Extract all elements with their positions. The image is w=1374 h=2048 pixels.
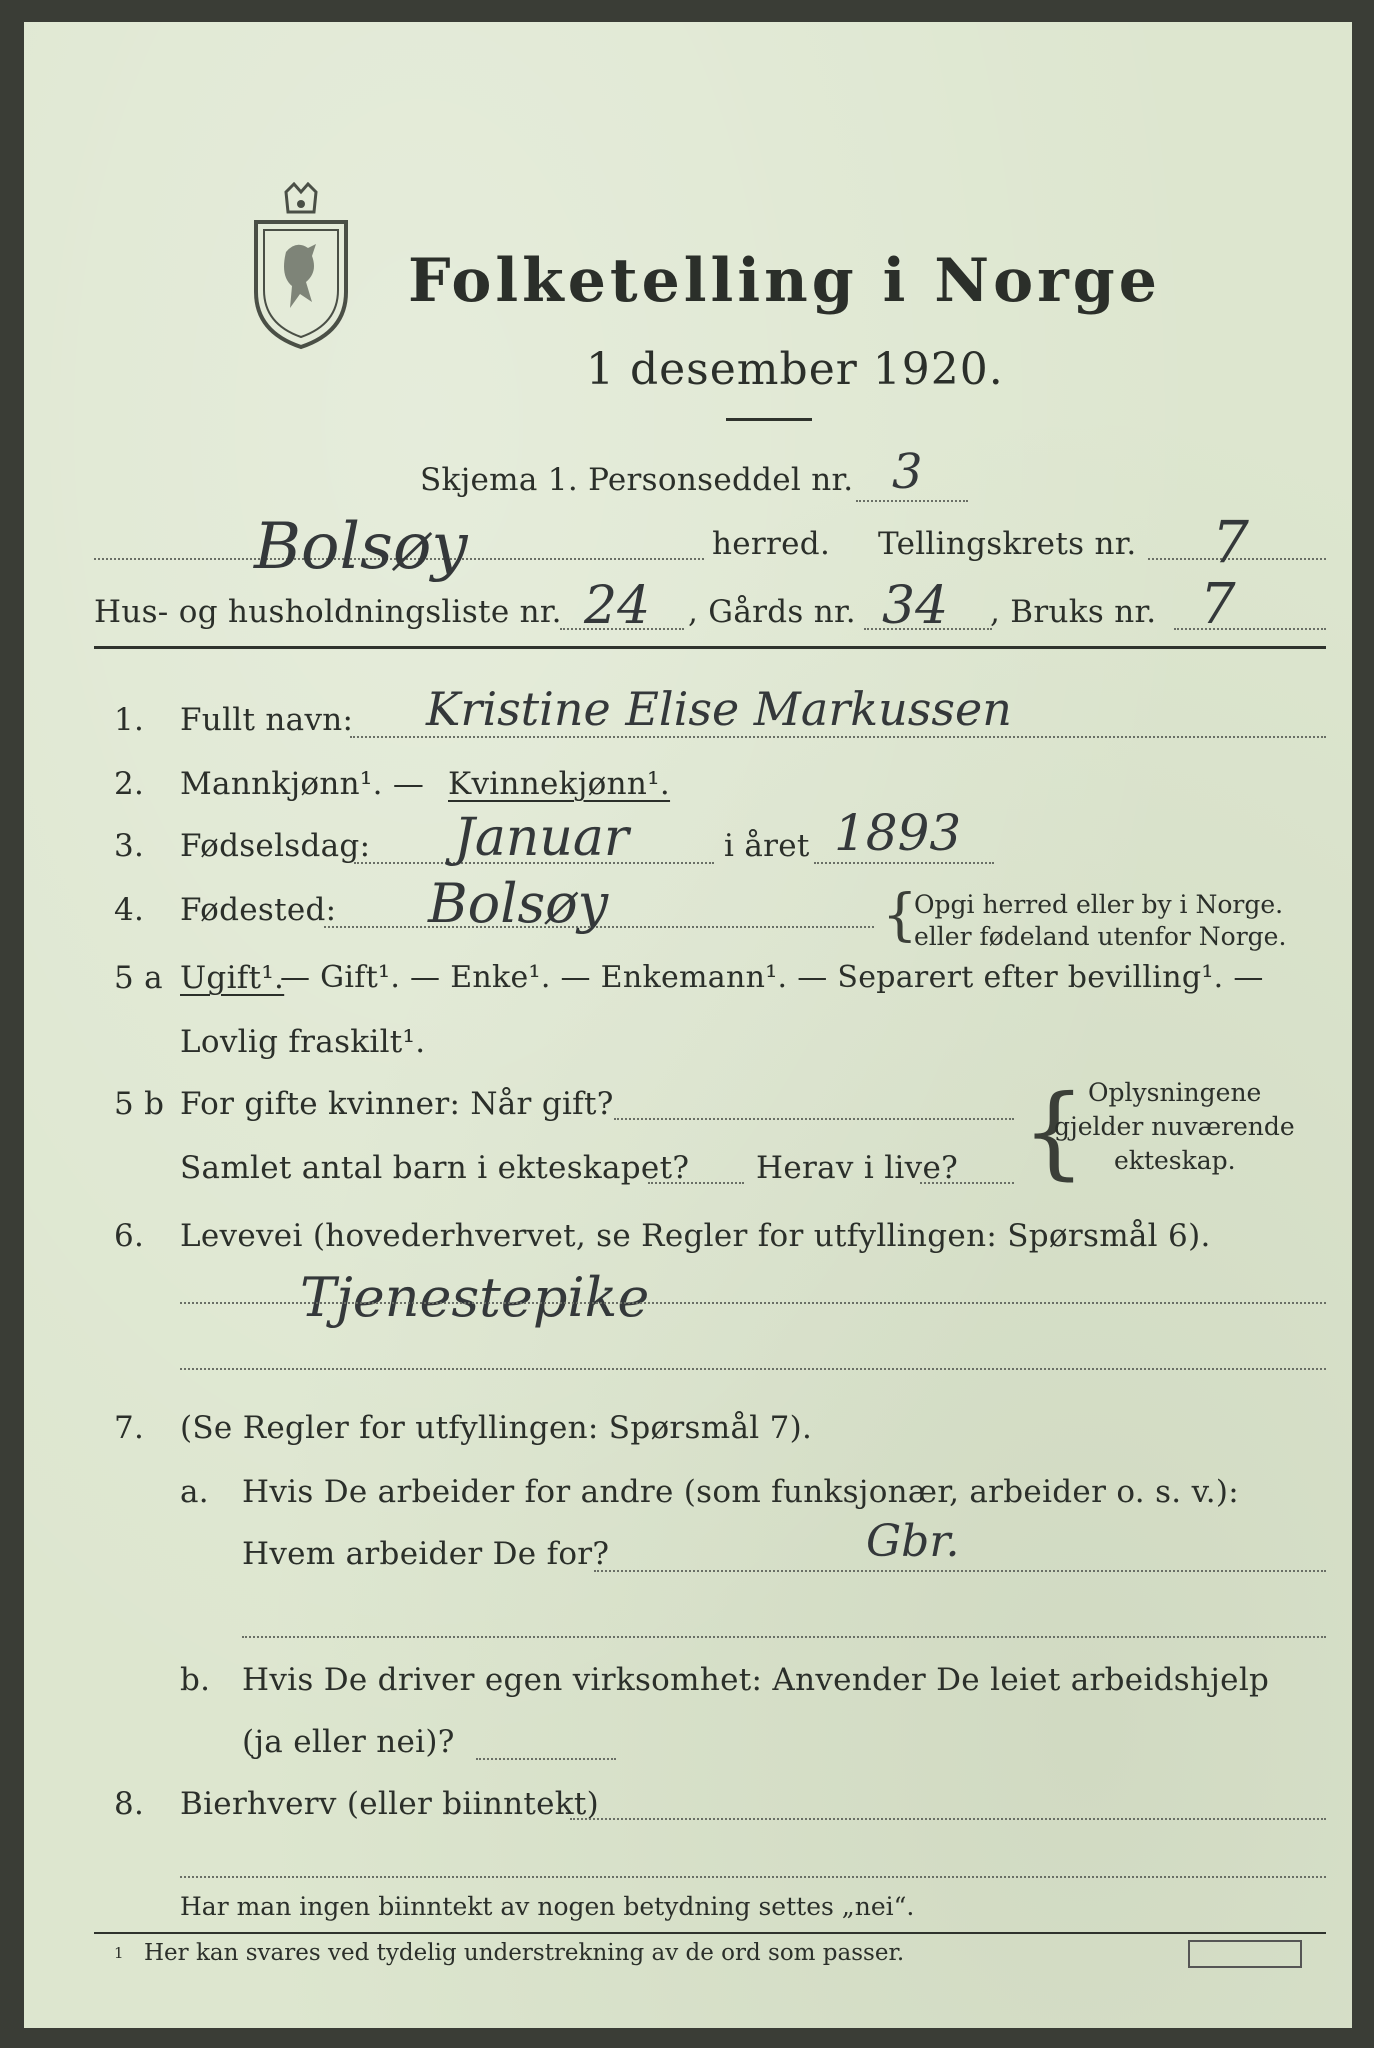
q2-number: 2.: [114, 766, 145, 802]
q8-label: Bierhverv (eller biinntekt): [180, 1786, 600, 1822]
birthdate-value[interactable]: Januar: [454, 808, 629, 868]
gards-value[interactable]: 34: [882, 576, 949, 636]
q5a-line2: Lovlig fraskilt¹.: [180, 1024, 426, 1060]
coat-of-arms-icon: [246, 182, 356, 352]
q7b-label: Hvis De driver egen virksomhet: Anvender De leiet arbeidshjelp: [242, 1662, 1270, 1698]
q5b-note-line2: gjelder nuværende: [1054, 1112, 1295, 1141]
q3-label: Fødselsdag:: [180, 828, 371, 864]
q5b-children-label: Samlet antal barn i ekteskapet?: [180, 1150, 690, 1186]
q2-male: Mannkjønn¹. —: [180, 766, 425, 802]
q5b-note-line1: Oplysningene: [1088, 1078, 1262, 1107]
occupation-value[interactable]: Tjenestepike: [300, 1266, 650, 1329]
herred-value[interactable]: Bolsøy: [254, 510, 468, 584]
q5b-label: For gifte kvinner: Når gift?: [180, 1086, 614, 1122]
q7b-line2: (ja eller nei)?: [242, 1724, 455, 1760]
q3-number: 3.: [114, 828, 145, 864]
q4-note-line1: Opgi herred eller by i Norge.: [914, 890, 1284, 919]
birth-year-value[interactable]: 1893: [834, 804, 962, 862]
q1-number: 1.: [114, 702, 145, 738]
q3-year-label: i året: [724, 828, 810, 864]
section-divider: [94, 646, 1326, 649]
bruks-label: , Bruks nr.: [990, 594, 1157, 630]
tellingskrets-label: Tellingskrets nr.: [878, 526, 1137, 562]
q8-number: 8.: [114, 1786, 145, 1822]
q6-number: 6.: [114, 1218, 145, 1254]
gards-label: , Gårds nr.: [688, 594, 856, 630]
q5a-options: — Gift¹. — Enke¹. — Enkemann¹. — Separert efter bevilling¹. —: [280, 960, 1264, 995]
q5b-note-line3: ekteskap.: [1114, 1146, 1236, 1175]
printer-stamp: [1188, 1940, 1302, 1968]
footnote-mark: 1: [114, 1944, 124, 1962]
q4-label: Fødested:: [180, 892, 337, 928]
q5a-ugift[interactable]: Ugift¹.: [180, 960, 285, 996]
q6-label: Levevei (hovederhvervet, se Regler for utfyllingen: Spørsmål 6).: [180, 1218, 1211, 1254]
q8-note: Har man ingen biinntekt av nogen betydning settes „nei“.: [180, 1892, 915, 1921]
q7-label: (Se Regler for utfyllingen: Spørsmål 7).: [180, 1410, 813, 1446]
q5a-number: 5 a: [114, 960, 163, 996]
q7-number: 7.: [114, 1410, 145, 1446]
bruks-value[interactable]: 7: [1200, 572, 1236, 637]
q5b-alive-label: Herav i live?: [756, 1150, 959, 1186]
employer-value[interactable]: Gbr.: [866, 1516, 960, 1567]
personseddel-number[interactable]: 3: [892, 444, 923, 500]
q4-number: 4.: [114, 892, 145, 928]
q2-female[interactable]: Kvinnekjønn¹.: [448, 766, 671, 802]
form-date: 1 desember 1920.: [586, 344, 1004, 395]
hus-value[interactable]: 24: [584, 576, 651, 636]
full-name-value[interactable]: Kristine Elise Markussen: [426, 682, 1012, 736]
q5b-number: 5 b: [114, 1086, 165, 1122]
footnote-divider: [94, 1932, 1326, 1934]
q7a-employer-label: Hvem arbeider De for?: [242, 1536, 610, 1572]
title-divider: [726, 418, 812, 421]
q4-note-line2: eller fødeland utenfor Norge.: [914, 922, 1287, 951]
census-form: Folketelling i Norge 1 desember 1920. Skjema 1. Personseddel nr. 3 Bolsøy herred. Tellingskrets nr. 7 Hus- og husholdningsliste nr. 24 , Gårds nr. 34 , Bruks nr. 7 1. Fullt navn: Kristine Elise Markussen 2. Mannkjønn¹. — Kvinnekjønn¹. 3. Fødselsdag: Januar i året 1893 4. Fødested: Bolsøy { Opgi herred eller by i Norge. eller fødeland utenfor Norge. 5 a Ugift¹. — Gift¹. — Enke¹. — Enkemann¹. — Separert efter bevilling¹. — Lovlig fraskilt¹. 5 b For gifte kvinner: Når gift? Samlet antal barn i ekteskapet? Herav i live? { Oplysningene gjelder nuværende ekteskap. 6. Levevei (hovederhvervet, se Regler for utfyllingen: Spørsmål 6). Tjenestepike 7. (Se Regler for utfyllingen: Spørsmål 7). a. Hvis De arbeider for andre (som funksjonær, arbeider o. s. v.): Hvem arbeider De for? Gbr. b. Hvis De driver egen virksomhet: Anvender De leiet arbeidshjelp (ja eller nei)? 8. Bierhverv (eller biinntekt) Har man ingen biinntekt av nogen betydning settes „nei“. 1 Her kan svares ved tydelig understrekning av de ord som passer.: [24, 22, 1352, 2028]
q7b-letter: b.: [180, 1662, 211, 1698]
q7a-letter: a.: [180, 1474, 209, 1510]
footnote-text: Her kan svares ved tydelig understrekning av de ord som passer.: [144, 1940, 905, 1966]
q1-label: Fullt navn:: [180, 702, 354, 738]
birthplace-value[interactable]: Bolsøy: [428, 872, 609, 935]
herred-label: herred.: [712, 526, 831, 562]
hus-label: Hus- og husholdningsliste nr.: [94, 594, 562, 630]
tellingskrets-value[interactable]: 7: [1212, 508, 1249, 576]
form-title: Folketelling i Norge: [408, 246, 1161, 316]
schema-label: Skjema 1. Personseddel nr.: [420, 462, 854, 498]
q7a-label: Hvis De arbeider for andre (som funksjonær, arbeider o. s. v.):: [242, 1474, 1240, 1510]
